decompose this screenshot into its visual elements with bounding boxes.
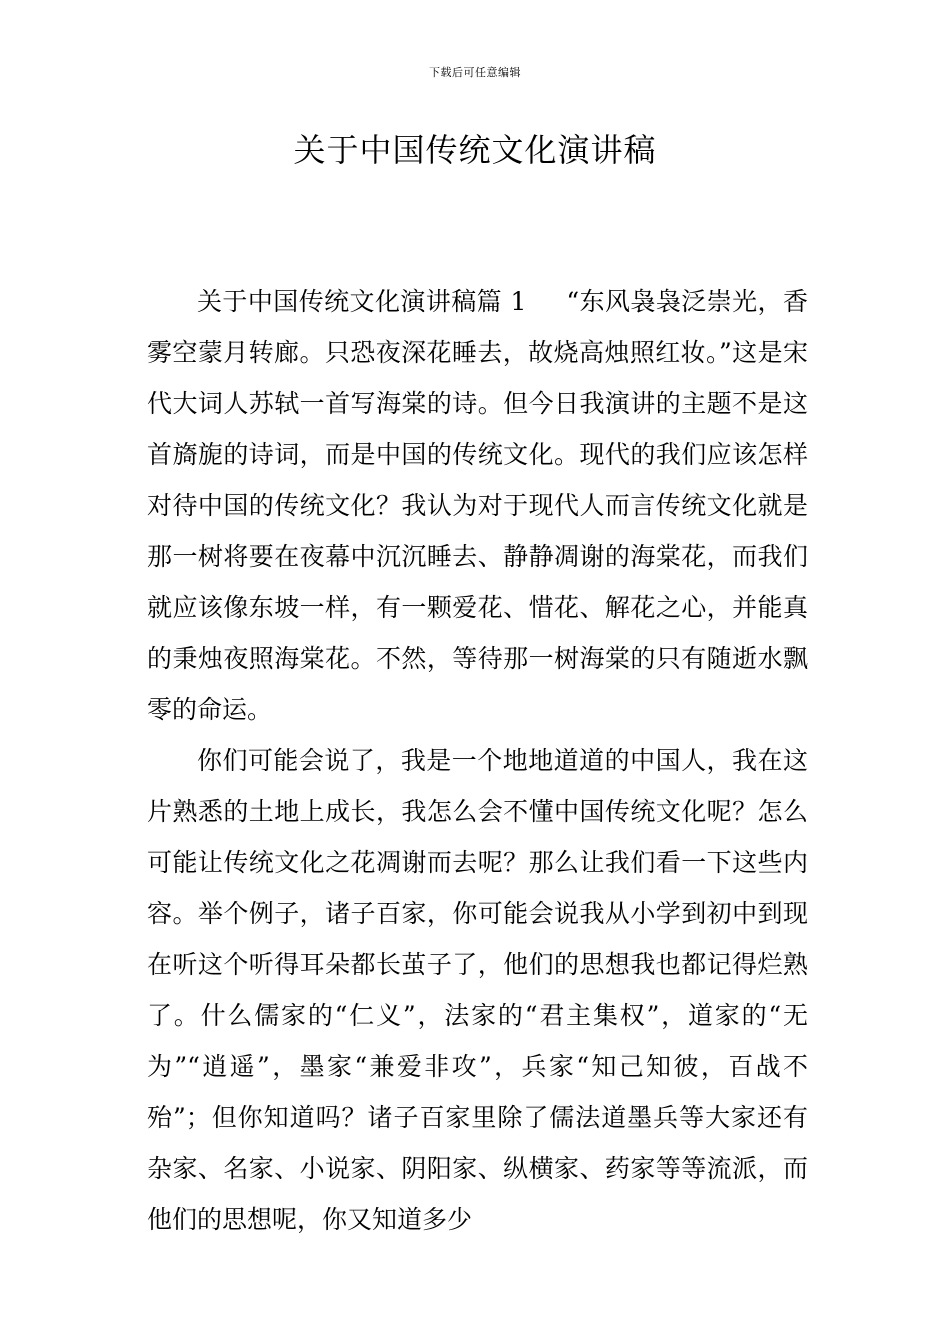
document-title: 关于中国传统文化演讲稿 bbox=[293, 131, 657, 169]
body-paragraph-2 bbox=[147, 735, 808, 1245]
section-heading: 关于中国传统文化演讲稿篇 1 bbox=[197, 287, 527, 316]
document-body bbox=[147, 276, 808, 1245]
paragraph-text: 你们可能会说了，我是一个地地道道的中国人，我在这片熟悉的土地上成长，我怎么会不懂中国传统文化呢？怎么可能让传统文化之花凋谢而去呢？那么让我们看一下这些内容。举个例子，诸子百家，你可能会说我从小学到初中到现在听这个听得耳朵都长茧子了，他们的思想我也都记得烂熟了。什么儒家的“仁义”，法家的“君主集权”，道家的“无为”“逍遥”，墨家“兼爱非攻”，兵家“知己知彼，百战不殆”；但你知道吗？诸子百家里除了儒法道墨兵等大家还有杂家、名家、小说家、阴阳家、纵横家、药家等等流派，而他们的思想呢，你又知道多少 bbox=[147, 746, 808, 1234]
paragraph-text: “东风袅袅泛崇光，香雾空蒙月转廊。只恐夜深花睡去，故烧高烛照红妆。”这是宋代大词人苏轼一首写海棠的诗。但今日我演讲的主题不是这首旖旎的诗词，而是中国的传统文化。现代的我们应该怎样对待中国的传统文化？我认为对于现代人而言传统文化就是那一树将要在夜幕中沉沉睡去、静静凋谢的海棠花，而我们就应该像东坡一样，有一颗爱花、惜花、解花之心，并能真的秉烛夜照海棠花。不然，等待那一树海棠的只有随逝水飘零的命运。 bbox=[147, 287, 808, 724]
body-paragraph-1 bbox=[147, 276, 808, 735]
header-note: 下载后可任意编辑 bbox=[429, 66, 521, 79]
